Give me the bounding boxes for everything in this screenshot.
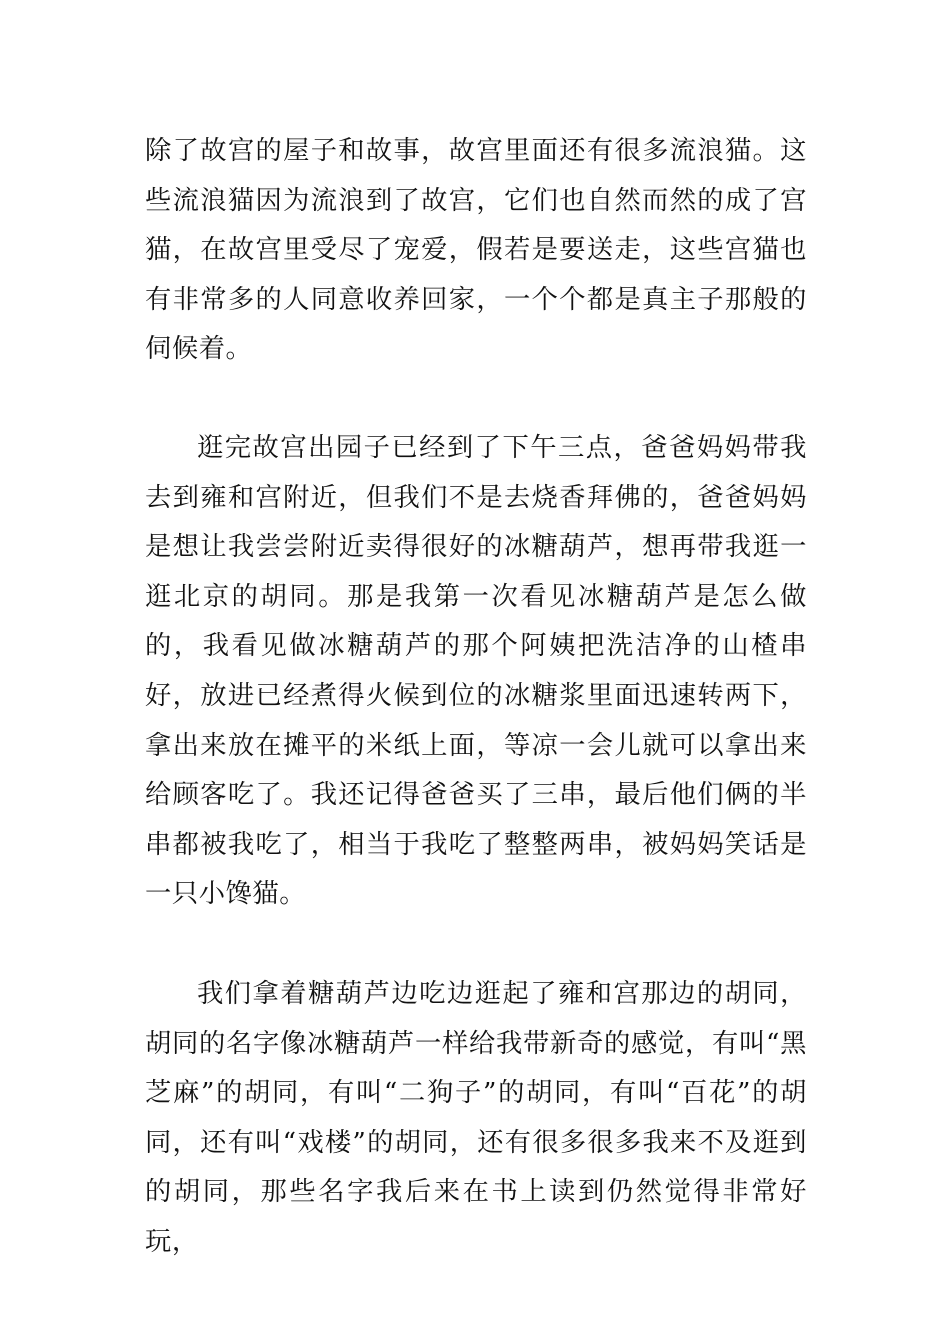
paragraph-2: 逛完故宫出园子已经到了下午三点，爸爸妈妈带我去到雍和宫附近，但我们不是去烧香拜佛的，爸爸妈妈是想让我尝尝附近卖得很好的冰糖葫芦，想再带我逛一逛北京的胡同。那是我第一次看见冰糖葫芦是怎么做的，我看见做冰糖葫芦的那个阿姨把洗洁净的山楂串好，放进已经煮得火候到位的冰糖浆里面迅速转两下，拿出来放在摊平的米纸上面，等凉一会儿就可以拿出来给顾客吃了。我还记得爸爸买了三串，最后他们俩的半串都被我吃了，相当于我吃了整整两串，被妈妈笑话是一只小馋猫。 bbox=[145, 433, 807, 910]
paragraph-3: 我们拿着糖葫芦边吃边逛起了雍和宫那边的胡同，胡同的名字像冰糖葫芦一样给我带新奇的感觉，有叫“黑芝麻”的胡同，有叫“二狗子”的胡同，有叫“百花”的胡同，还有叫“戏楼”的胡同，还有很多很多我来不及逛到的胡同，那些名字我后来在书上读到仍然觉得非常好玩， bbox=[145, 979, 807, 1257]
paragraph-1: 除了故宫的屋子和故事，故宫里面还有很多流浪猫。这些流浪猫因为流浪到了故宫，它们也自然而然的成了宫猫，在故宫里受尽了宠爱，假若是要送走，这些宫猫也有非常多的人同意收养回家，一个个都是真主子那般的伺候着。 bbox=[145, 136, 807, 365]
